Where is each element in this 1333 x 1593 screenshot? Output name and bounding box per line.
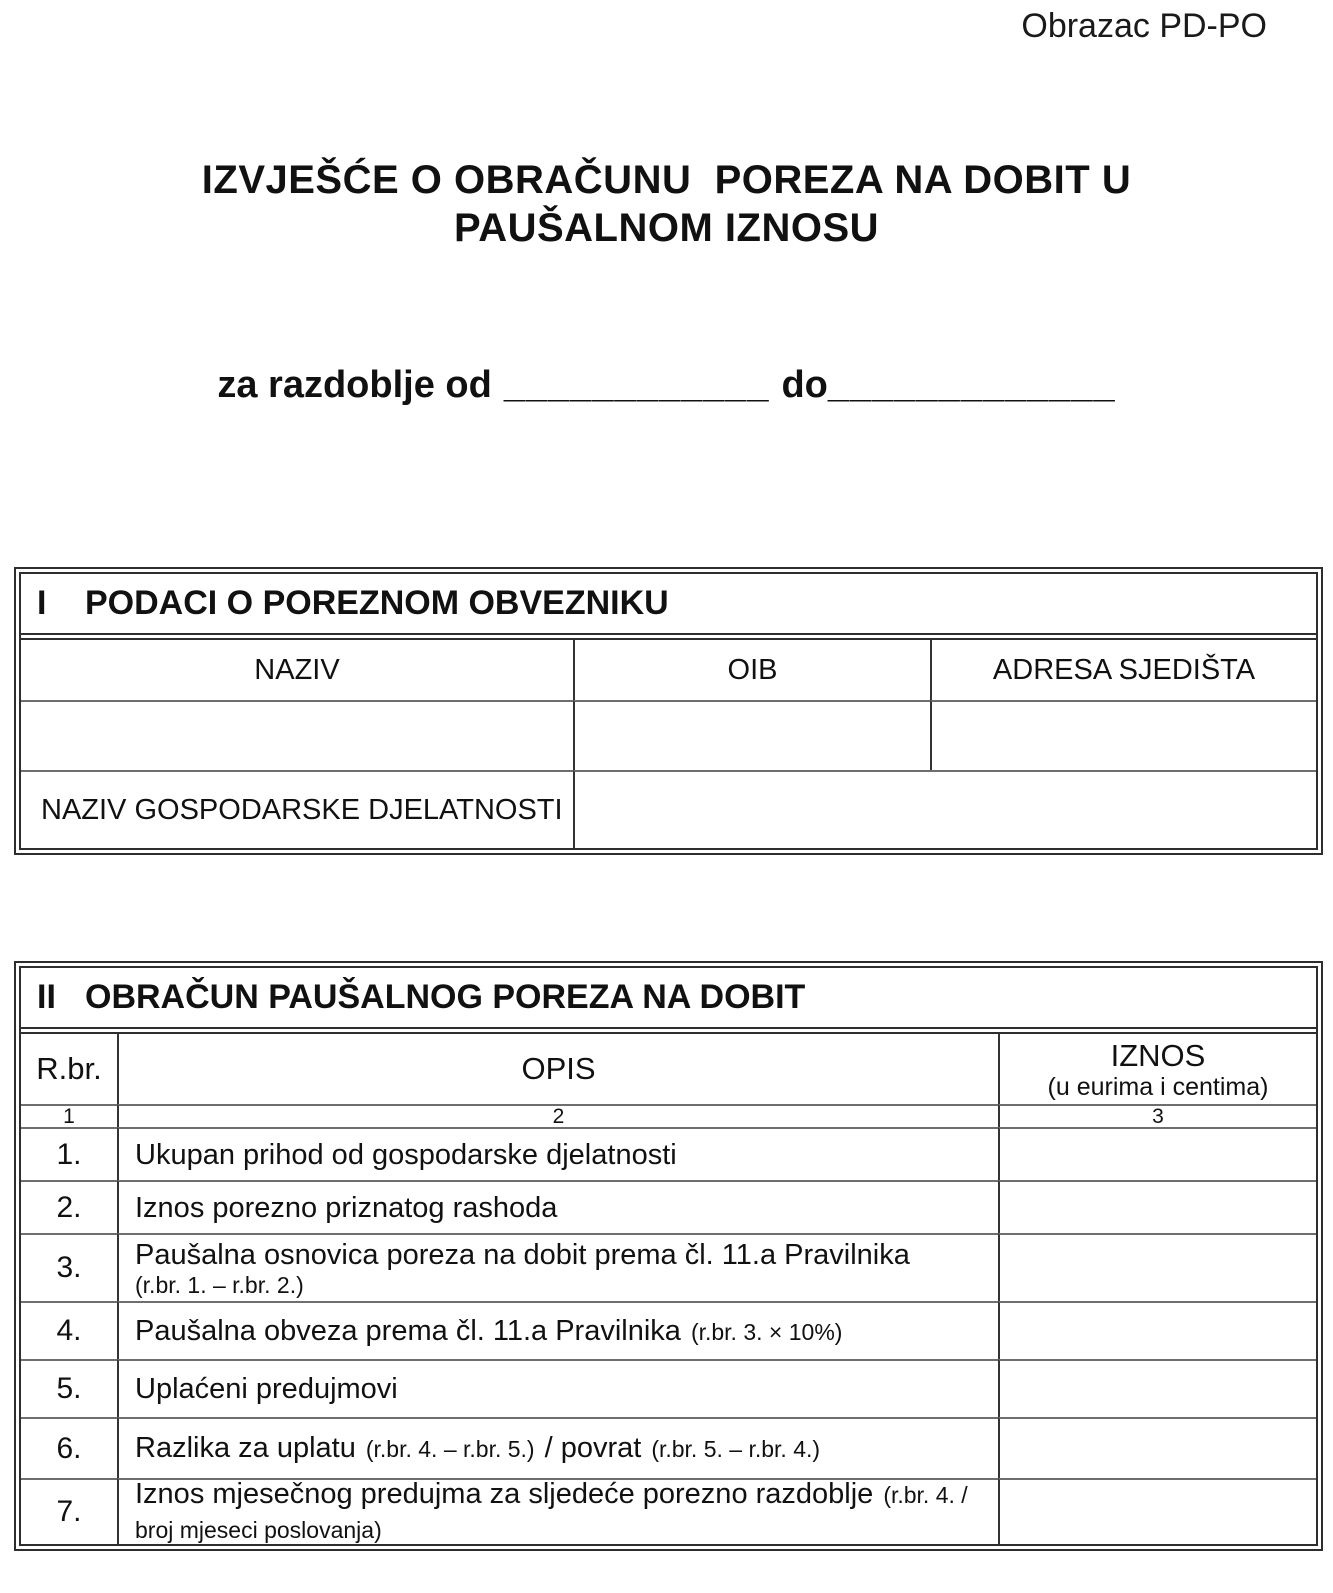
row7-subtext: (r.br. 4. / broj mjeseci poslovanja) [135,1482,968,1543]
row4-description [117,1301,998,1359]
row6-amount[interactable] [998,1417,1316,1478]
input-djelatnost[interactable] [573,770,1316,848]
col-header-oib: OIB [573,640,930,700]
row2-number: 2. [21,1180,117,1233]
form-title-line1: IZVJEŠĆE O OBRAČUNU POREZA NA DOBIT U [201,158,1132,202]
taxpayer-table [21,640,1316,848]
row6-subtext-2: (r.br. 5. – r.br. 4.) [651,1436,821,1462]
input-oib[interactable] [573,700,930,770]
col-num-1: 1 [21,1104,117,1127]
section2-heading [21,968,1316,1034]
col-header-rbr: R.br. [36,1051,102,1086]
row1-description [117,1127,998,1180]
row1-text: Ukupan prihod od gospodarske djelatnosti [135,1138,677,1171]
col-num-3: 3 [998,1104,1316,1127]
row7-number: 7. [21,1478,117,1544]
row2-text: Iznos porezno priznatog rashoda [135,1191,558,1224]
row5-number: 5. [21,1359,117,1417]
period-do-label: do [781,364,828,406]
period-prefix: za razdoblje od [217,364,492,406]
row3-description [117,1233,998,1301]
row3-number: 3. [21,1233,117,1301]
col-header-iznos [998,1034,1316,1104]
calculation-table [21,1034,1316,1544]
row7-text: Iznos mjesečnog predujma za sljedeće porezno razdoblje [135,1478,874,1510]
input-adresa[interactable] [930,700,1316,770]
col-header-iznos-sub: (u eurima i centima) [1047,1072,1269,1101]
row6-text-uplatu: Razlika za uplatu [135,1432,356,1464]
row5-description [117,1359,998,1417]
col-header-adresa: ADRESA SJEDIŠTA [930,640,1316,700]
row3-subtext: (r.br. 1. – r.br. 2.) [135,1271,304,1298]
row4-subtext: (r.br. 3. × 10%) [690,1318,843,1345]
section-taxpayer-info [14,567,1323,855]
col-header-naziv: NAZIV [254,653,340,686]
col-num-2: 2 [117,1104,998,1127]
form-code: Obrazac PD-PO [1021,7,1267,45]
section2-number: II [37,978,56,1016]
row3-text: Paušalna osnovica poreza na dobit prema čl. 11.a Pravilnika [135,1238,910,1271]
input-naziv[interactable] [21,700,573,770]
section1-heading [21,574,1316,640]
form-title-line2: PAUŠALNOM IZNOSU [453,206,880,250]
section1-title: PODACI O POREZNOM OBVEZNIKU [85,584,669,622]
form-title [0,156,1333,252]
label-djelatnost: NAZIV GOSPODARSKE DJELATNOSTI [21,770,573,848]
row4-text: Paušalna obveza prema čl. 11.a Pravilnika [135,1314,681,1347]
row6-text-povrat: / povrat [544,1432,642,1464]
row5-amount[interactable] [998,1359,1316,1417]
col-header-iznos-label: IZNOS [1110,1037,1206,1073]
section2-title: OBRAČUN PAUŠALNOG POREZA NA DOBIT [85,978,806,1016]
period-from-blank[interactable]: ____________ [503,364,770,406]
row6-number: 6. [21,1417,117,1478]
row6-subtext-1: (r.br. 4. – r.br. 5.) [365,1436,535,1462]
row2-amount[interactable] [998,1180,1316,1233]
row6-description [117,1417,998,1478]
row5-text: Uplaćeni predujmovi [135,1373,398,1405]
row7-description [117,1478,998,1544]
row7-amount[interactable] [998,1478,1316,1544]
row4-number: 4. [21,1301,117,1359]
period-to-blank[interactable]: _____________ [827,364,1116,406]
section1-number: I [37,584,47,622]
row1-number: 1. [21,1127,117,1180]
col-header-opis: OPIS [117,1034,998,1104]
row4-amount[interactable] [998,1301,1316,1359]
row1-amount[interactable] [998,1127,1316,1180]
section-tax-calculation [14,961,1323,1551]
row3-amount[interactable] [998,1233,1316,1301]
period-line [0,364,1333,407]
row2-description [117,1180,998,1233]
